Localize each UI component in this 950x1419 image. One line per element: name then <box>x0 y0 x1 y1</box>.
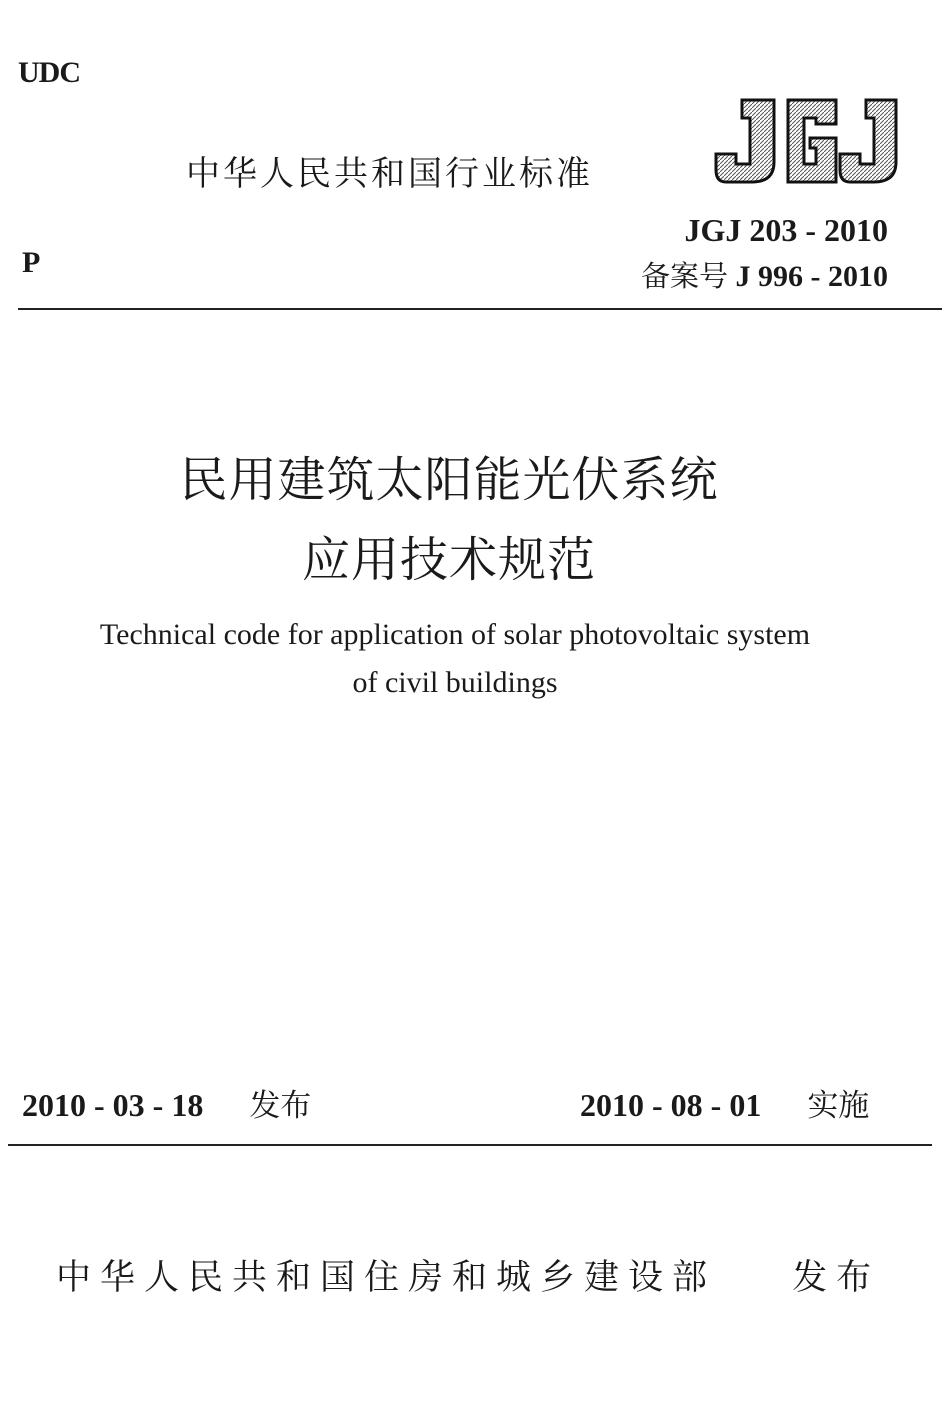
implement-date-line <box>580 1080 869 1125</box>
classification-code: P <box>22 246 41 279</box>
record-number-line <box>641 254 888 295</box>
publish-date-line <box>22 1080 311 1125</box>
implement-label: 实施 <box>807 1088 870 1124</box>
standard-number: JGJ 203 - 2010 <box>684 212 888 248</box>
title-en-line1: Technical code for application of solar photovoltaic system <box>99 618 811 651</box>
title-en-line2: of civil buildings <box>352 666 558 699</box>
publish-label: 发布 <box>249 1088 312 1124</box>
record-number: J 996 - 2010 <box>735 260 888 293</box>
implement-date: 2010 - 08 - 01 <box>580 1087 762 1123</box>
header-divider <box>18 308 942 310</box>
issue-label: 发布 <box>792 1258 881 1298</box>
standard-category: 中华人民共和国行业标准 <box>186 154 593 194</box>
udc-label: UDC <box>18 56 80 89</box>
issuer-name: 中华人民共和国住房和城乡建设部 <box>56 1258 717 1298</box>
jgj-logo-icon <box>712 92 900 188</box>
title-zh-line2: 应用技术规范 <box>301 532 596 588</box>
footer-divider <box>8 1144 932 1146</box>
publish-date: 2010 - 03 - 18 <box>22 1087 204 1123</box>
record-label: 备案号 <box>640 259 728 293</box>
issuer-line <box>56 1250 880 1300</box>
title-zh-line1: 民用建筑太阳能光伏系统 <box>179 452 719 508</box>
